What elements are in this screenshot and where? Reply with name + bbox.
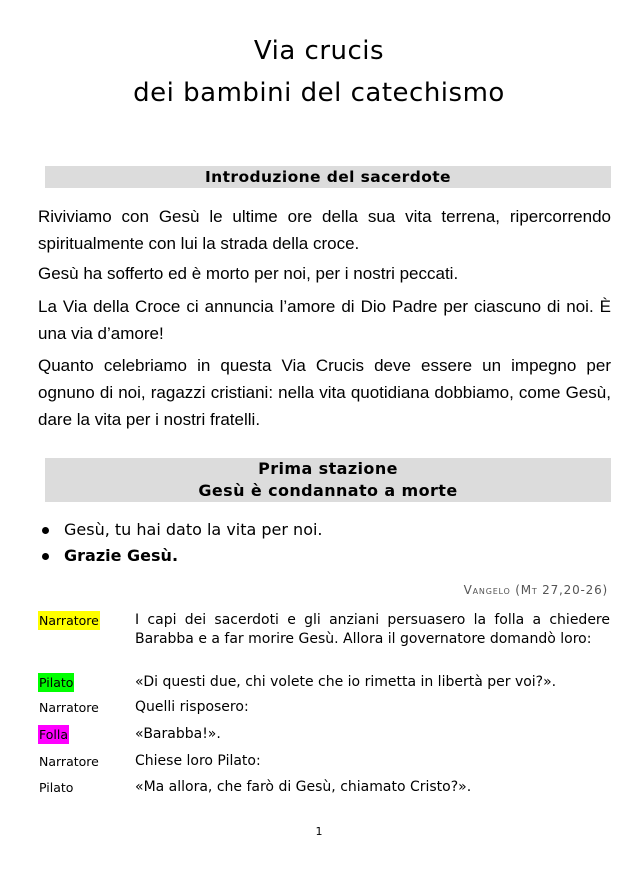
intro-paragraph-4: Quanto celebriamo in questa Via Crucis deve essere un impegno per ognuno di noi, ragazzi cristiani: nella vita quotidiana dobbiamo, come Gesù, dare la vita per i nostri fratelli.	[38, 356, 611, 429]
bullet-icon	[42, 553, 49, 560]
station-heading	[45, 458, 611, 502]
speaker-label: Pilato	[39, 780, 74, 795]
station-number: Prima stazione	[258, 459, 398, 478]
dialogue-line: Chiese loro Pilato:	[135, 753, 261, 769]
speaker-label: Narratore	[39, 700, 99, 715]
speaker-label: Narratore	[39, 754, 99, 769]
document-title-line2: dei bambini del catechismo	[133, 78, 505, 108]
gospel-reference-text: Vangelo (Mt 27,20-26)	[463, 583, 608, 597]
speaker-label: Pilato	[39, 675, 74, 690]
prayer-item	[38, 517, 598, 543]
dialogue-line: «Barabba!».	[135, 726, 221, 742]
dialogue-line: «Di questi due, chi volete che io rimetta in libertà per voi?».	[135, 674, 557, 690]
intro-heading: Introduzione del sacerdote	[45, 166, 611, 188]
prayer-response	[38, 543, 598, 569]
prayer-text: Gesù, tu hai dato la vita per noi.	[64, 520, 323, 539]
intro-paragraph-1: Riviviamo con Gesù le ultime ore della sua vita terrena, ripercorrendo spiritualmente con lui la strada della croce.	[38, 207, 611, 253]
document-title-line1: Via crucis	[253, 36, 385, 66]
prayer-list	[38, 517, 598, 569]
dialogue-line: I capi dei sacerdoti e gli anziani persuasero la folla a chiedere Barabba e a far morire Gesù. Allora il governatore domandò loro:	[135, 612, 610, 647]
prayer-response-text: Grazie Gesù.	[64, 546, 179, 565]
dialogue-line: Quelli risposero:	[135, 699, 249, 715]
dialogue-line: «Ma allora, che farò di Gesù, chiamato Cristo?».	[135, 779, 472, 795]
page-number: 1	[315, 825, 323, 838]
intro-paragraph-3: La Via della Croce ci annuncia l’amore di Dio Padre per ciascuno di noi. È una via d’amore!	[38, 297, 611, 343]
bullet-icon	[42, 527, 49, 534]
speaker-label: Narratore	[39, 613, 99, 628]
gospel-reference	[464, 583, 608, 597]
intro-paragraph-2: Gesù ha sofferto ed è morto per noi, per i nostri peccati.	[38, 264, 459, 283]
station-title: Gesù è condannato a morte	[198, 481, 458, 500]
speaker-label: Folla	[39, 727, 68, 742]
